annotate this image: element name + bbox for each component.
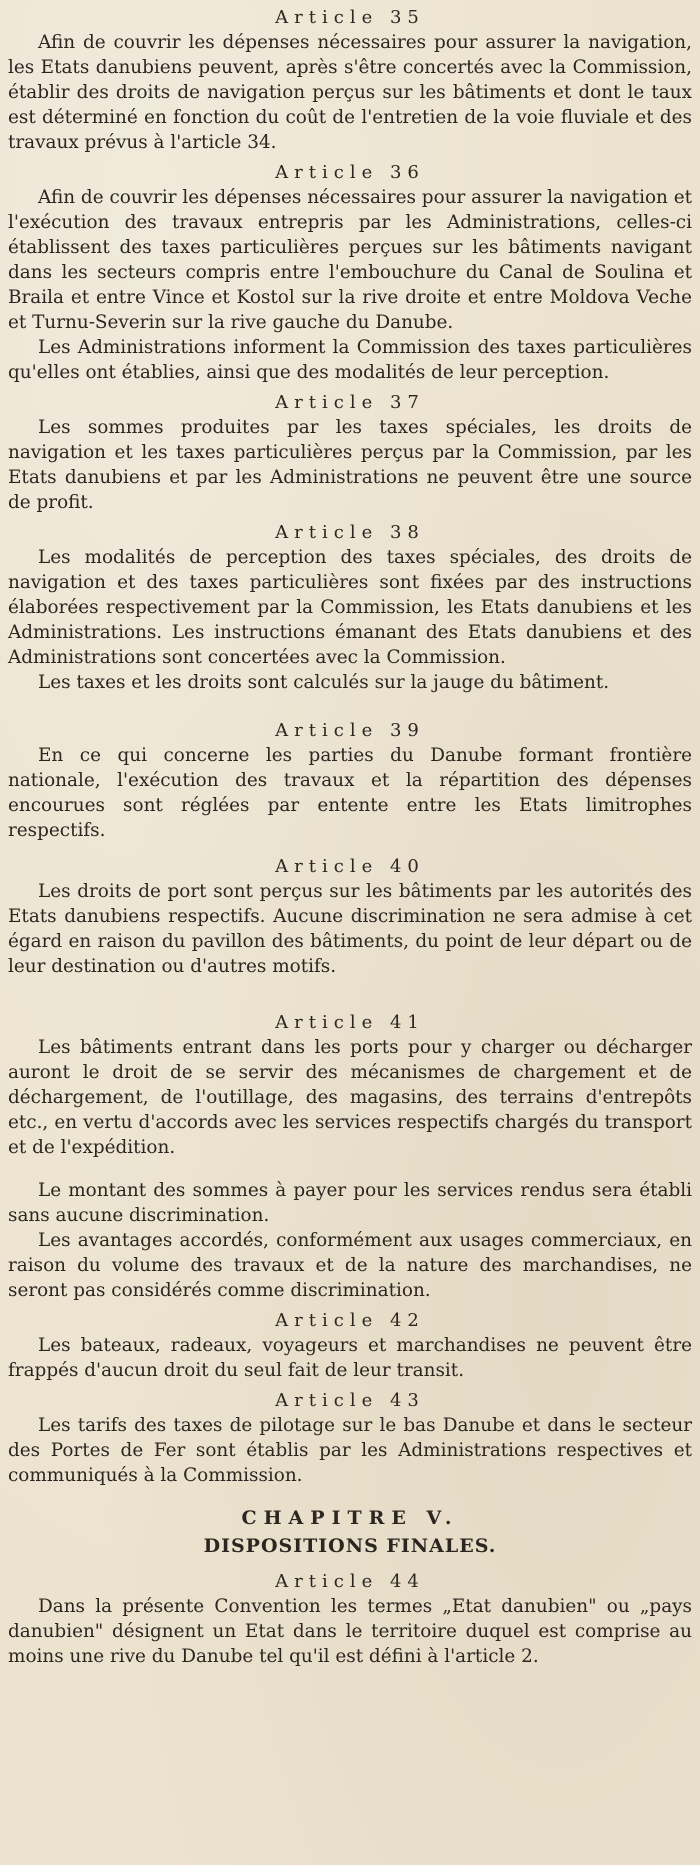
article-paragraph: Afin de couvrir les dépenses nécessaires pour assurer la navigation et l'exécution des travaux entrepris par les Administrations, celles-ci établissent des taxes particulières perçues sur les bâtiments navigant dans les secteurs compris entre l'embouchure du Canal de Soulina et Braila et entre Vince et Kostol sur la rive droite et entre Moldova Veche et Turnu-Severin sur la rive gauche du Danube. — [8, 187, 692, 333]
chapter-v — [8, 1494, 692, 1560]
article-heading: Article 43 — [275, 1390, 425, 1411]
article-heading: Article 37 — [275, 392, 425, 413]
article-heading: Article 41 — [275, 1012, 425, 1033]
article-heading: Article 36 — [275, 162, 425, 183]
article-42 — [8, 1303, 692, 1383]
article-36 — [8, 155, 692, 385]
chapter-subtitle: DISPOSITIONS FINALES. — [203, 1535, 497, 1557]
article-heading: Article 42 — [275, 1310, 425, 1331]
article-41 — [8, 1005, 692, 1303]
article-paragraph: Les tarifs des taxes de pilotage sur le bas Danube et dans le secteur des Portes de Fer sont établis par les Administrations respectives et communiqués à la Commission. — [8, 1415, 692, 1486]
article-heading: Article 38 — [275, 522, 425, 543]
article-heading: Article 35 — [275, 7, 425, 28]
article-paragraph: Les taxes et les droits sont calculés sur la jauge du bâtiment. — [38, 672, 610, 693]
article-paragraph: Les avantages accordés, conformément aux usages commerciaux, en raison du volume des travaux et de la nature des marchandises, ne seront pas considérés comme discrimination. — [8, 1230, 692, 1301]
article-40 — [8, 849, 692, 979]
article-paragraph: Dans la présente Convention les termes „Etat danubien" ou „pays danubien" désignent un Etat dans le territoire duquel est comprise au moins une rive du Danube tel qu'il est défini à l'article 2. — [8, 1596, 692, 1667]
article-38 — [8, 515, 692, 695]
chapter-title: CHAPITRE V. — [241, 1507, 459, 1529]
article-35 — [8, 0, 692, 155]
article-paragraph: Les modalités de perception des taxes spéciales, des droits de navigation et des taxes particulières sont fixées par des instructions élaborées respectivement par la Commission, les Etats danubiens et les Administrations. Les instructions émanant des Etats danubiens et des Administrations sont concertées avec la Commission. — [8, 547, 692, 668]
article-43 — [8, 1383, 692, 1488]
article-paragraph: Les sommes produites par les taxes spéciales, les droits de navigation et les taxes particulières perçus par la Commission, par les Etats danubiens et par les Administrations ne peuvent être une source de profit. — [8, 417, 692, 513]
article-paragraph: En ce qui concerne les parties du Danube formant frontière nationale, l'exécution des travaux et la répartition des dépenses encourues sont réglées par entente entre les Etats limitrophes respectifs. — [8, 745, 692, 841]
article-39 — [8, 713, 692, 843]
article-paragraph: Les bateaux, radeaux, voyageurs et marchandises ne peuvent être frappés d'aucun droit du seul fait de leur transit. — [8, 1335, 692, 1381]
article-44 — [8, 1564, 692, 1669]
article-paragraph: Afin de couvrir les dépenses nécessaires pour assurer la navigation, les Etats danubiens peuvent, après s'être concertés avec la Commission, établir des droits de navigation perçus sur les bâtiments et dont le taux est déterminé en fonction du coût de l'entretien de la voie fluviale et des travaux prévus à l'article 34. — [8, 32, 692, 153]
article-heading: Article 39 — [275, 720, 425, 741]
article-37 — [8, 385, 692, 515]
article-paragraph: Les bâtiments entrant dans les ports pour y charger ou décharger auront le droit de se servir des mécanismes de chargement et de déchargement, de l'outillage, des magasins, des terrains d'entrepôts etc., en vertu d'accords avec les services respectifs chargés du transport et de l'expédition. — [8, 1037, 692, 1158]
article-paragraph: Le montant des sommes à payer pour les services rendus sera établi sans aucune discrimination. — [8, 1180, 692, 1226]
article-paragraph: Les droits de port sont perçus sur les bâtiments par les autorités des Etats danubiens respectifs. Aucune discrimination ne sera admise à cet égard en raison du pavillon des bâtiments, du point de leur départ ou de leur destination ou d'autres motifs. — [8, 881, 692, 977]
article-heading: Article 40 — [275, 856, 425, 877]
article-paragraph: Les Administrations informent la Commission des taxes particulières qu'elles ont établies, ainsi que des modalités de leur perception. — [8, 337, 692, 383]
article-heading: Article 44 — [275, 1571, 425, 1592]
